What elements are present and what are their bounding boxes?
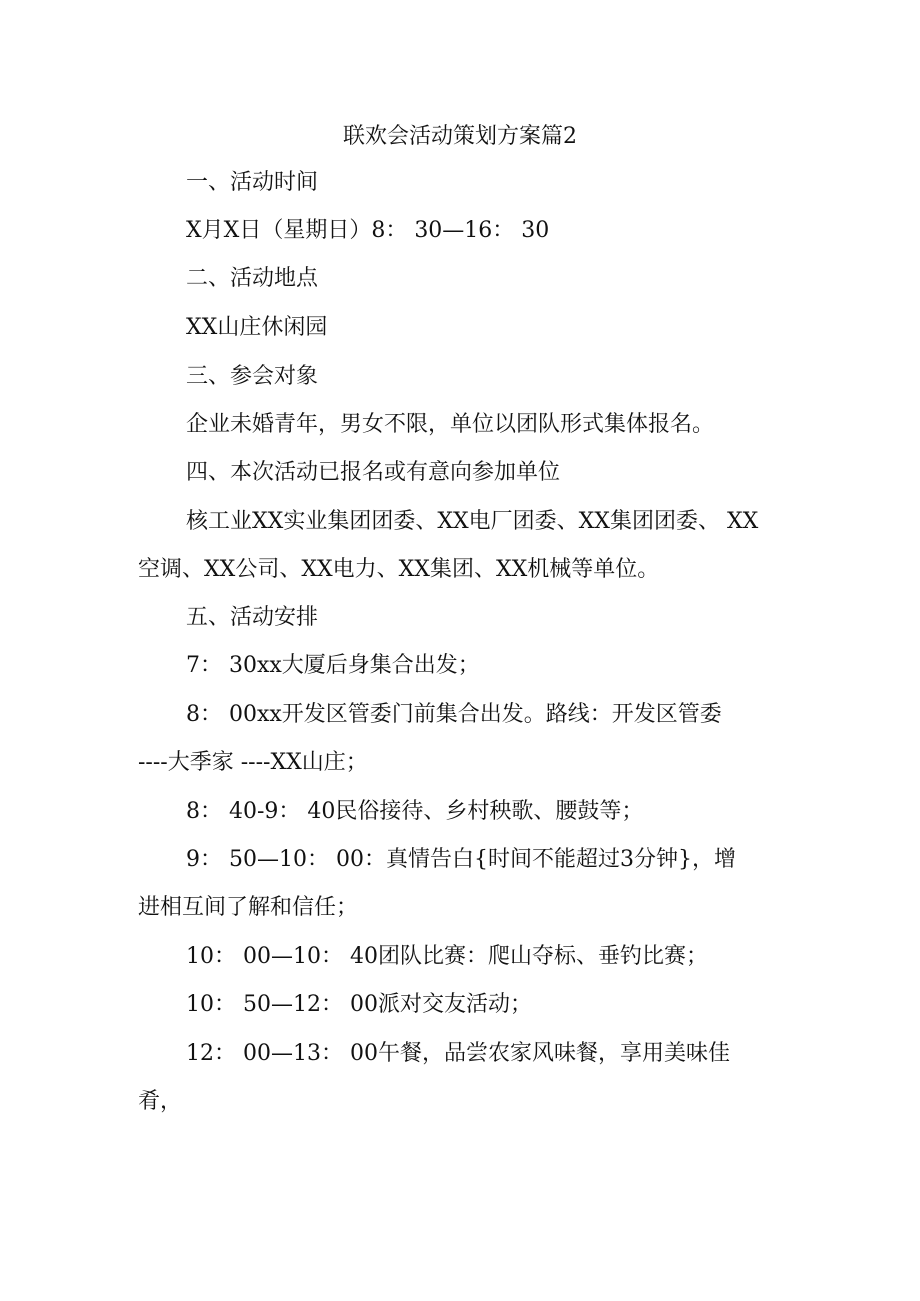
section-heading-schedule: 五、活动安排 xyxy=(186,605,319,630)
paragraph-line: 12： 00—13： 00午餐，品尝农家风味餐，享用美味佳 xyxy=(186,1041,730,1066)
paragraph-line: 10： 50—12： 00派对交友活动； xyxy=(186,992,532,1017)
paragraph-line: 8： 00xx开发区管委门前集合出发。路线：开发区管委 xyxy=(186,702,722,727)
paragraph-line: 9： 50—10： 00：真情告白{时间不能超过3分钟}，增 xyxy=(186,847,736,872)
section-heading-location: 二、活动地点 xyxy=(186,266,319,291)
paragraph-line: 进相互间了解和信任； xyxy=(138,895,359,920)
paragraph-line: 企业未婚青年，男女不限，单位以团队形式集体报名。 xyxy=(186,412,715,437)
document-title: 联欢会活动策划方案篇2 xyxy=(343,124,577,149)
section-heading-time: 一、活动时间 xyxy=(186,170,319,195)
section-heading-registered-units: 四、本次活动已报名或有意向参加单位 xyxy=(186,460,561,485)
paragraph-line: ----大季家 ----XX山庄； xyxy=(138,750,368,775)
paragraph-line: 8： 40-9： 40民俗接待、乡村秧歌、腰鼓等； xyxy=(186,799,644,824)
paragraph-line: 7： 30xx大厦后身集合出发； xyxy=(186,653,480,678)
paragraph-line: 空调、XX公司、XX电力、XX集团、XX机械等单位。 xyxy=(138,557,660,582)
paragraph-line: 核工业XX实业集团团委、XX电厂团委、XX集团团委、 XX xyxy=(186,509,759,534)
paragraph-line: 10： 00—10： 40团队比赛：爬山夺标、垂钓比赛； xyxy=(186,944,708,969)
paragraph-line: XX山庄休闲园 xyxy=(186,315,328,340)
paragraph-line: X月X日（星期日）8： 30—16： 30 xyxy=(186,218,550,243)
paragraph-line: 肴， xyxy=(138,1089,183,1114)
section-heading-participants: 三、参会对象 xyxy=(186,364,319,389)
